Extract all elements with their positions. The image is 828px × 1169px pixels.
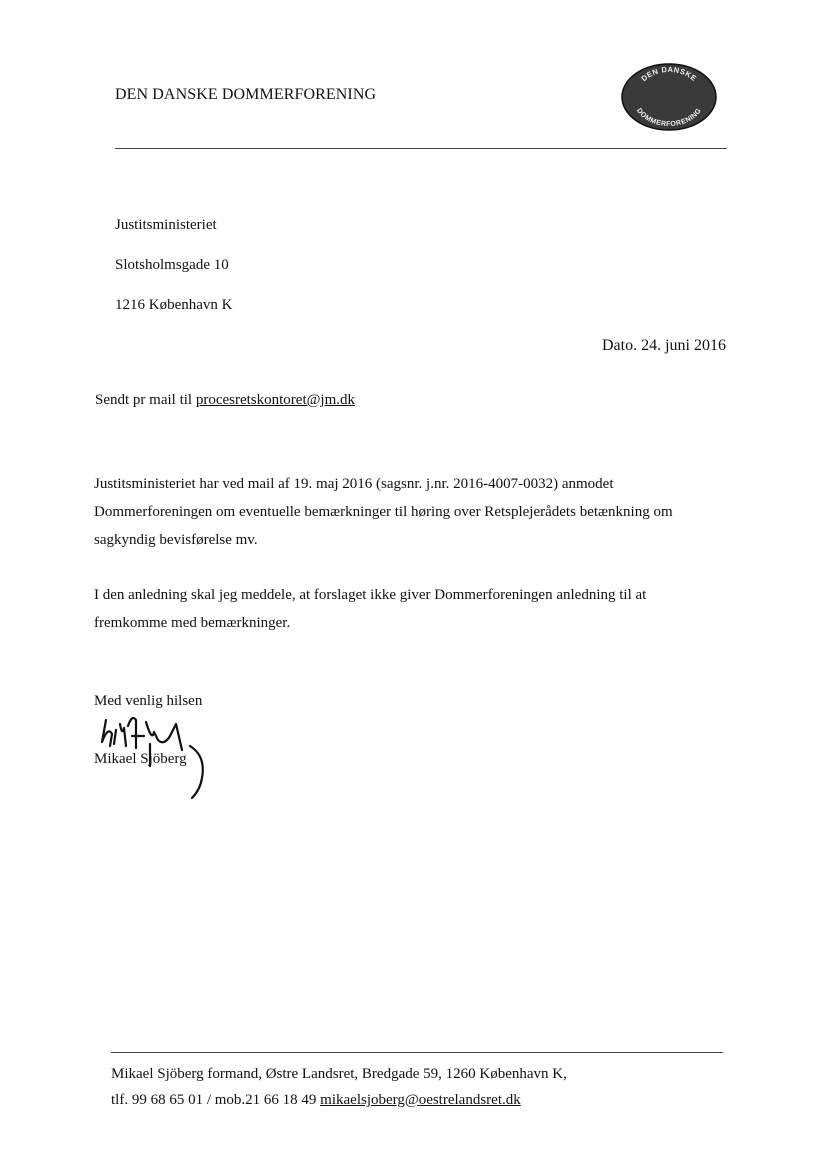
paragraph-line: I den anledning skal jeg meddele, at forslaget ikke giver Dommerforeningen anledning til at [94,587,647,603]
body-paragraph-2 [94,581,734,637]
letter-date: Dato. 24. juni 2016 [602,337,726,354]
recipient-street: Slotsholmsgade 10 [115,257,229,273]
footer-phone-text: tlf. 99 68 65 01 / mob.21 66 18 49 [111,1092,321,1108]
signatory-name: Mikael Sjöberg [94,751,187,767]
sent-line [95,392,355,409]
organization-name: DEN DANSKE DOMMERFORENING [115,86,377,103]
paragraph-line: Justitsministeriet har ved mail af 19. maj 2016 (sagsnr. j.nr. 2016-4007-0032) anmodet [94,476,614,492]
handwritten-signature [92,706,222,802]
closing-greeting: Med venlig hilsen [94,693,203,709]
footer-phone-line [111,1092,521,1109]
organization-seal [620,62,718,132]
paragraph-line: fremkomme med bemærkninger. [94,615,291,631]
footer-email-link[interactable]: mikaelsjoberg@oestrelandsret.dk [320,1092,521,1108]
footer-contact-line: Mikael Sjöberg formand, Østre Landsret, Bredgade 59, 1260 København K, [111,1066,567,1082]
header-divider [115,148,727,149]
recipient-name: Justitsministeriet [115,217,217,233]
sent-line-prefix: Sendt pr mail til [95,392,196,408]
paragraph-line: Dommerforeningen om eventuelle bemærkninger til høring over Retsplejerådets betænkning om [94,504,673,520]
seal-text-bottom: DOMMERFORENING [635,107,703,129]
recipient-city: 1216 København K [115,297,233,313]
body-paragraph-1 [94,470,734,554]
footer-divider [111,1052,723,1053]
seal-text-top: DEN DANSKE [639,64,699,84]
paragraph-line: sagkyndig bevisførelse mv. [94,532,258,548]
recipient-email-link[interactable]: procesretskontoret@jm.dk [195,392,356,408]
